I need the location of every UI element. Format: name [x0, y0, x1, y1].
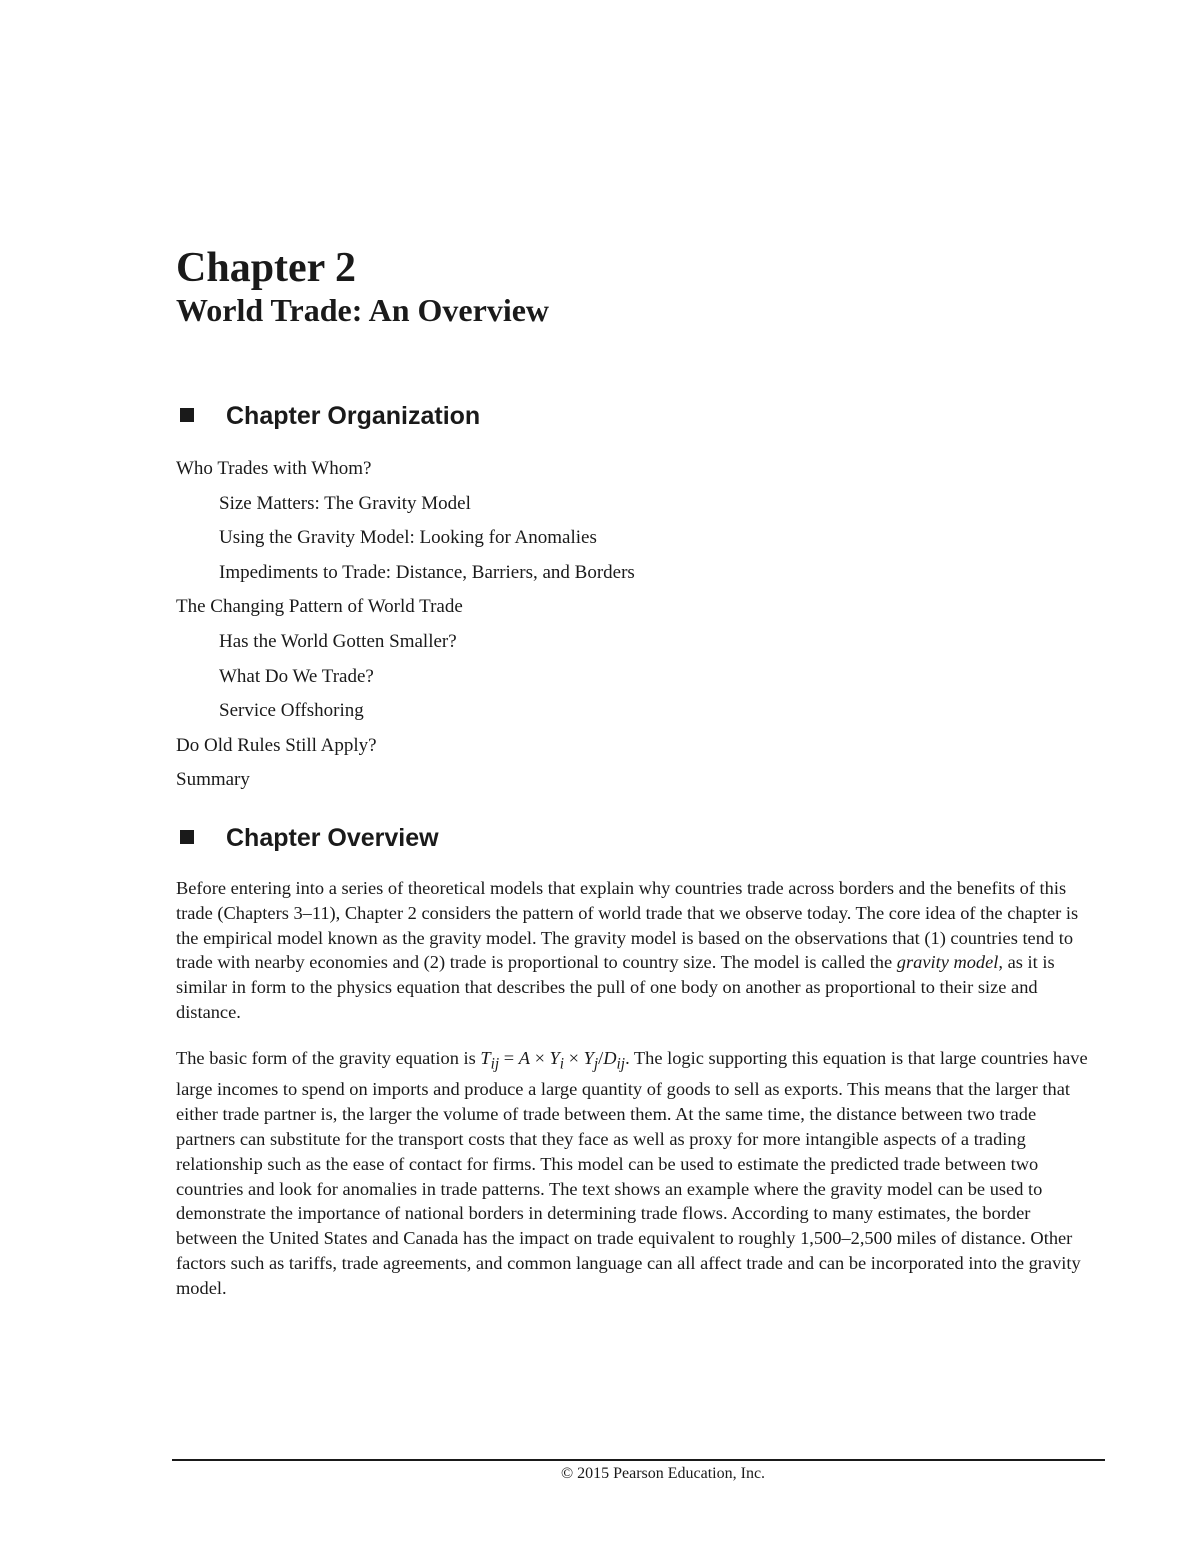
square-bullet-icon: [180, 408, 194, 422]
section-heading-text: Chapter Overview: [226, 824, 439, 852]
section-heading-text: Chapter Organization: [226, 402, 481, 430]
chapter-organization-list: [176, 452, 635, 798]
org-item-changing-pattern: The Changing Pattern of World Trade: [176, 596, 463, 618]
overview-paragraph-1: Before entering into a series of theoretical models that explain why countries trade across borders and the benefits of this trade (Chapters 3–11), Chapter 2 considers the pattern of world trade that we observe today. The core idea of the chapter is the empirical model known as the gravity model. The gravity model is based on the observations that (1) countries tend to trade with nearby economies and (2) trade is proportional to country size. The model is called the gravity model, as it is similar in form to the physics equation that describes the pull of one body on another as proportional to their size and distance.: [176, 878, 1079, 1022]
org-item-old-rules: Do Old Rules Still Apply?: [176, 734, 377, 756]
section-heading-overview: [176, 822, 439, 854]
chapter-number: Chapter 2: [176, 245, 357, 291]
gravity-model-emphasis: gravity model,: [896, 952, 1003, 973]
org-item-impediments: Impediments to Trade: Distance, Barriers, and Borders: [219, 561, 635, 583]
org-item-world-smaller: Has the World Gotten Smaller?: [219, 630, 457, 652]
square-bullet-icon: [180, 830, 194, 844]
footer-divider: [172, 1459, 1105, 1461]
org-item-service-offshoring: Service Offshoring: [219, 700, 364, 722]
org-item-anomalies: Using the Gravity Model: Looking for Anomalies: [219, 527, 597, 549]
org-item-gravity-model: Size Matters: The Gravity Model: [219, 492, 471, 514]
org-item-what-we-trade: What Do We Trade?: [219, 665, 374, 687]
footer-copyright: © 2015 Pearson Education, Inc.: [560, 1465, 766, 1482]
overview-paragraph-2: The basic form of the gravity equation is $T_{ij} = A \times Y_i \times Y_j/D_{ij}$. The logic supporting this equation is that large countries have large incomes to spend on imports and produce a large quantity of goods to sell as exports. This means that the larger that either trade partner is, the larger the volume of trade between them. At the same time, the distance between two trade partners can substitute for the transport costs that they face as well as proxy for more intangible aspects of a trading relationship such as the ease of contact for firms. This model can be used to estimate the predicted trade between two countries and look for anomalies in trade patterns. The text shows an example where the gravity model can be used to demonstrate the importance of national borders in determining trade flows. According to many estimates, the border between the United States and Canada has the impact on trade equivalent to roughly 1,500–2,500 miles of distance. Other factors such as tariffs, trade agreements, and common language can all affect trade and can be incorporated into the gravity model.: [176, 1048, 1088, 1298]
chapter-title: World Trade: An Overview: [176, 292, 550, 328]
org-item-who-trades: Who Trades with Whom?: [176, 458, 372, 479]
org-item-summary: Summary: [176, 769, 250, 791]
section-heading-organization: [176, 400, 480, 432]
gravity-equation: $T_{ij} = A \times Y_i \times Y_j/D_{ij}$: [480, 1048, 626, 1073]
